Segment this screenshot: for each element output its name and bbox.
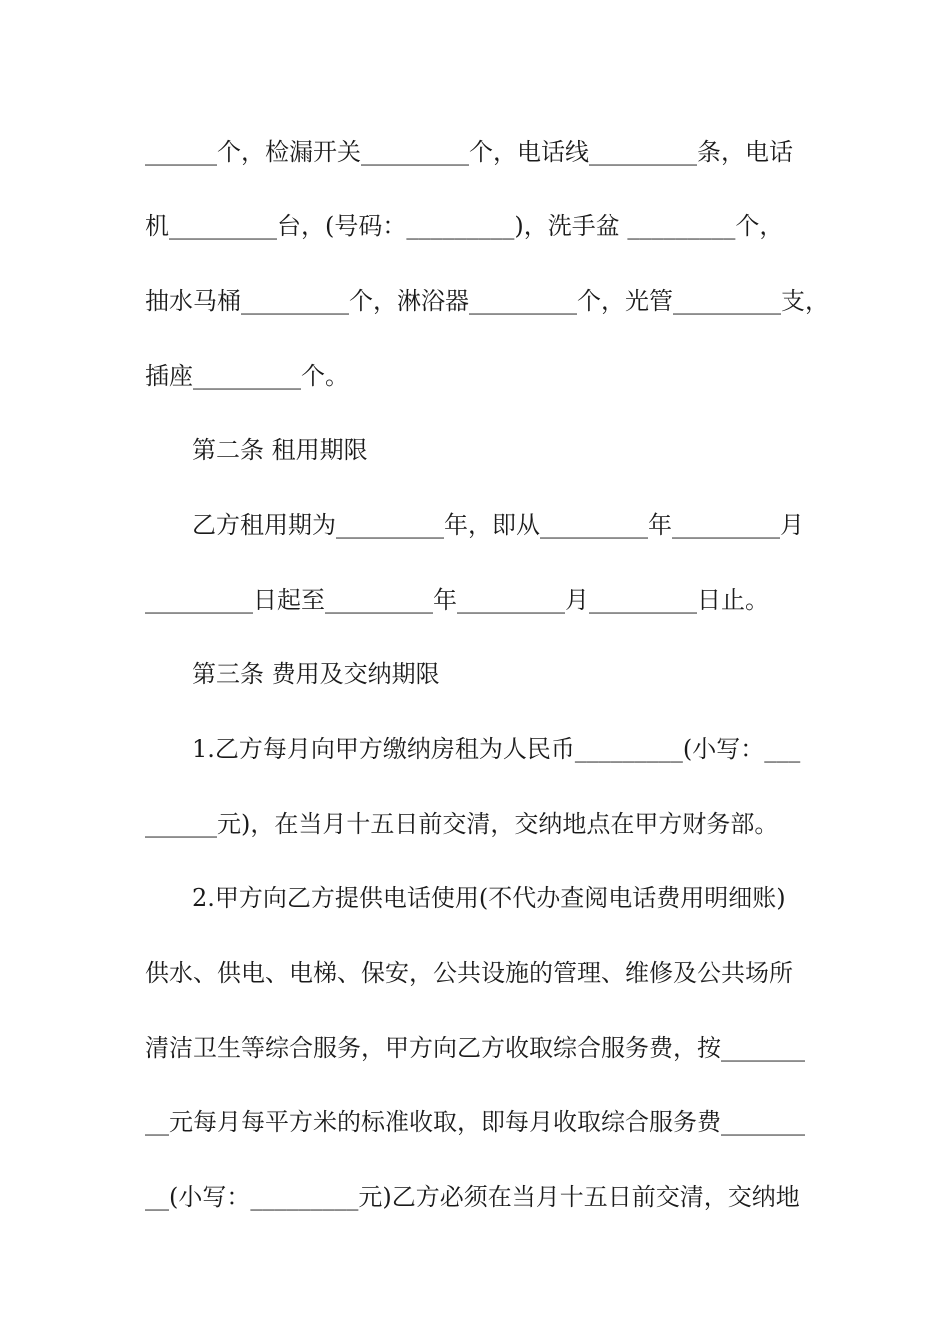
text-line-11: 2.甲方向乙方提供电话使用(不代办查阅电话费用明细账)	[192, 884, 786, 912]
text-line-10: ______元)，在当月十五日前交清，交纳地点在甲方财务部。	[145, 810, 779, 838]
section-heading-article-3: 第三条 费用及交纳期限	[192, 660, 440, 688]
text-line-13: 清洁卫生等综合服务，甲方向乙方收取综合服务费，按_______	[145, 1034, 805, 1062]
text-line-2: 机_________台，(号码：_________)，洗手盆 _________个，	[145, 212, 784, 240]
section-heading-article-2: 第二条 租用期限	[192, 436, 368, 464]
text-line-3: 抽水马桶_________个，淋浴器_________个，光管_________支，	[145, 287, 829, 315]
text-line-9: 1.乙方每月向甲方缴纳房租为人民币_________(小写：___	[192, 735, 801, 763]
text-line-1: ______个，检漏开关_________个，电话线_________条，电话	[145, 138, 793, 166]
text-line-15: __(小写：_________元)乙方必须在当月十五日前交清，交纳地	[145, 1183, 800, 1211]
text-line-14: __元每月每平方米的标准收取，即每月收取综合服务费_______	[145, 1108, 805, 1136]
text-line-6: 乙方租用期为_________年，即从_________年_________月	[192, 511, 804, 539]
text-line-7: _________日起至_________年_________月_________日止。	[145, 586, 769, 614]
text-line-12: 供水、供电、电梯、保安，公共设施的管理、维修及公共场所	[145, 959, 793, 987]
text-line-4: 插座_________个。	[145, 362, 349, 390]
